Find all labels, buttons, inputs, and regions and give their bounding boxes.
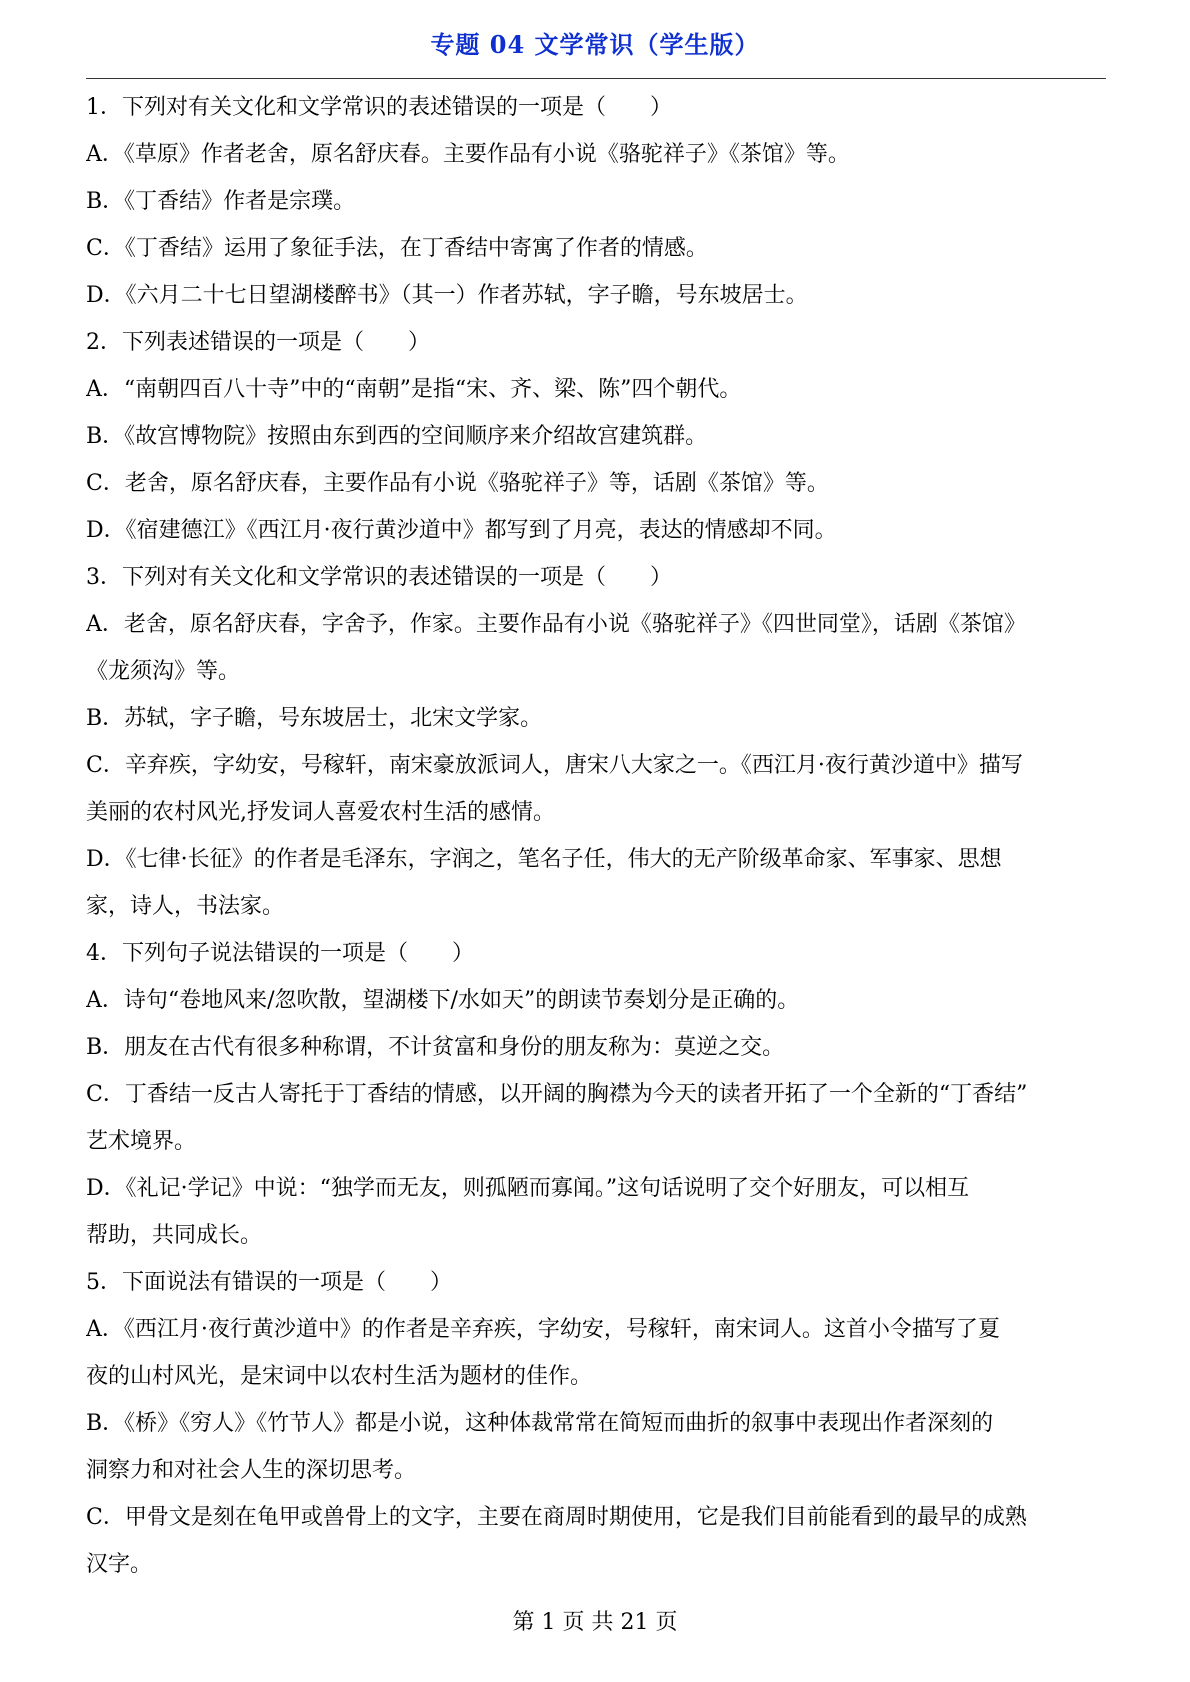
question-5-option-b: B．《桥》《穷人》《竹节人》都是小说，这种体裁常常在简短而曲折的叙事中表现出作者深刻的 [86, 1411, 994, 1436]
page-title: 专题 04 文学常识（学生版） [430, 30, 760, 59]
question-5-option-b-cont: 洞察力和对社会人生的深切思考。 [86, 1458, 417, 1483]
question-3-option-a-cont: 《龙须沟》等。 [86, 659, 241, 684]
question-3-option-b: B．苏轼，字子瞻，号东坡居士，北宋文学家。 [86, 706, 543, 731]
question-4-option-c: C．丁香结一反古人寄托于丁香结的情感，以开阔的胸襟为今天的读者开拓了一个全新的“丁香结” [86, 1082, 1028, 1107]
question-3-stem: 3．下列对有关文化和文学常识的表述错误的一项是（ ） [86, 565, 672, 590]
title-divider [86, 78, 1106, 79]
question-3-option-a: A．老舍，原名舒庆春，字舍予，作家。主要作品有小说《骆驼祥子》《四世同堂》，话剧《茶馆》 [86, 612, 1026, 637]
question-3-option-c: C．辛弃疾，字幼安，号稼轩，南宋豪放派词人，唐宋八大家之一。《西江月·夜行黄沙道中》描写 [86, 753, 1023, 778]
question-2-stem: 2．下列表述错误的一项是（ ） [86, 330, 430, 355]
question-1-option-b: B．《丁香结》作者是宗璞。 [86, 189, 356, 214]
question-5-stem: 5．下面说法有错误的一项是（ ） [86, 1270, 452, 1295]
page-number: 第 1 页 共 21 页 [512, 1610, 678, 1635]
question-4-option-b: B．朋友在古代有很多种称谓，不计贫富和身份的朋友称为：莫逆之交。 [86, 1035, 785, 1060]
question-2-option-b: B．《故宫博物院》按照由东到西的空间顺序来介绍故宫建筑群。 [86, 424, 708, 449]
question-4-option-a: A．诗句“卷地风来/忽吹散，望湖楼下/水如天”的朗读节奏划分是正确的。 [86, 988, 800, 1013]
question-5-option-a-cont: 夜的山村风光，是宋词中以农村生活为题材的佳作。 [86, 1364, 593, 1389]
question-3-option-d: D．《七律·长征》的作者是毛泽东，字润之，笔名子任，伟大的无产阶级革命家、军事家、思想 [86, 847, 1002, 872]
question-3-option-d-cont: 家，诗人，书法家。 [86, 894, 285, 919]
question-5-option-c-cont: 汉字。 [86, 1552, 153, 1577]
question-4-option-d-cont: 帮助，共同成长。 [86, 1223, 263, 1248]
question-1-option-c: C．《丁香结》运用了象征手法，在丁香结中寄寓了作者的情感。 [86, 236, 708, 261]
question-3-option-c-cont: 美丽的农村风光,抒发词人喜爱农村生活的感情。 [86, 800, 555, 825]
question-1-stem: 1．下列对有关文化和文学常识的表述错误的一项是（ ） [86, 95, 672, 120]
question-2-option-d: D．《宿建德江》《西江月·夜行黄沙道中》都写到了月亮，表达的情感却不同。 [86, 518, 837, 543]
question-2-option-c: C．老舍，原名舒庆春，主要作品有小说《骆驼祥子》等，话剧《茶馆》等。 [86, 471, 829, 496]
question-4-option-d: D．《礼记·学记》中说：“独学而无友，则孤陋而寡闻。”这句话说明了交个好朋友，可以相互 [86, 1176, 970, 1201]
question-1-option-a: A．《草原》作者老舍，原名舒庆春。主要作品有小说《骆驼祥子》《茶馆》等。 [86, 142, 850, 167]
question-5-option-a: A．《西江月·夜行黄沙道中》的作者是辛弃疾，字幼安，号稼轩，南宋词人。这首小令描写了夏 [86, 1317, 1000, 1342]
document-body [86, 84, 1116, 1588]
question-2-option-a: A．“南朝四百八十寺”中的“南朝”是指“宋、齐、梁、陈”四个朝代。 [86, 377, 742, 402]
question-5-option-c: C．甲骨文是刻在龟甲或兽骨上的文字，主要在商周时期使用，它是我们目前能看到的最早的成熟 [86, 1505, 1027, 1530]
question-4-option-c-cont: 艺术境界。 [86, 1129, 197, 1154]
question-1-option-d: D．《六月二十七日望湖楼醉书》（其一）作者苏轼，字子瞻，号东坡居士。 [86, 283, 808, 308]
question-4-stem: 4．下列句子说法错误的一项是（ ） [86, 941, 474, 966]
